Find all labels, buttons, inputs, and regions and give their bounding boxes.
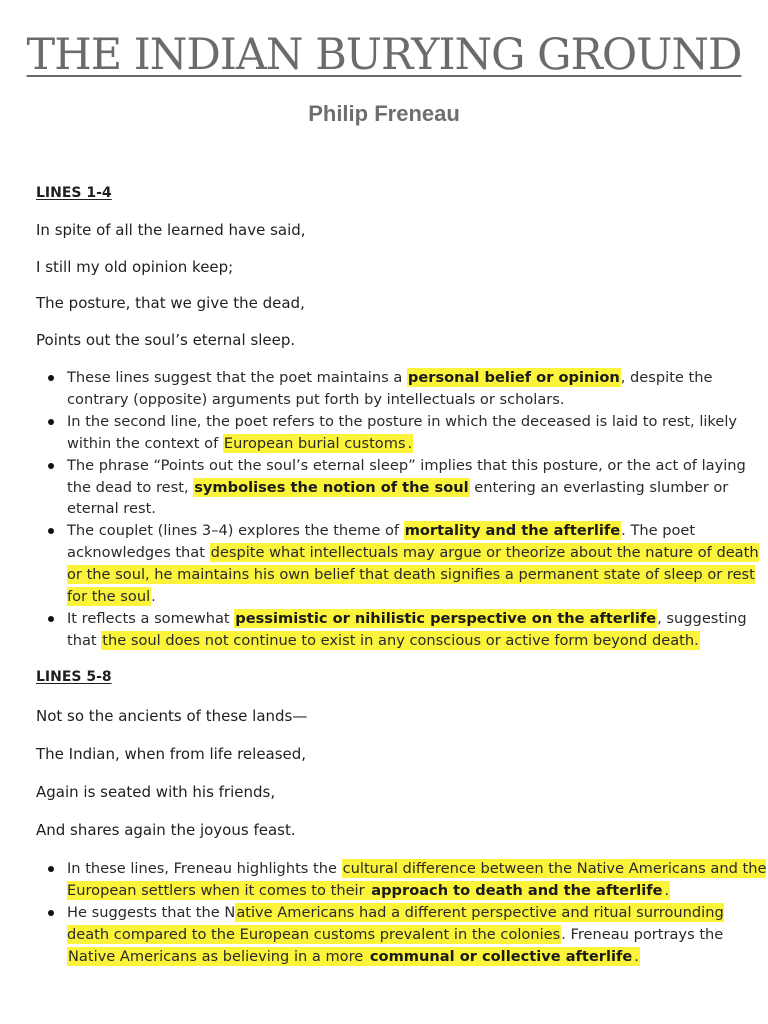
section-heading-lines-1-4: LINES 1-4 bbox=[36, 185, 112, 201]
analysis-item bbox=[67, 367, 767, 411]
note-text: entering an everlasting slumber or eternal rest. bbox=[67, 478, 729, 518]
note-text: He suggests that the N bbox=[67, 903, 236, 921]
analysis-item bbox=[67, 520, 767, 608]
highlight: . bbox=[634, 947, 639, 965]
highlight: the soul does not continue to exist in any conscious or active form beyond death. bbox=[102, 631, 699, 649]
note-text: In these lines, Freneau highlights the bbox=[67, 860, 342, 877]
page-title: THE INDIAN BURYING GROUND bbox=[26, 30, 742, 80]
highlight: despite what intellectuals may argue or theorize about the nature of death or the soul, he maintains his own belief that death signifies a permanent state of sleep or rest for the soul bbox=[67, 544, 759, 606]
note-text: , despite the contrary (opposite) arguments put forth by intellectuals or scholars. bbox=[67, 369, 713, 408]
note-text: It reflects a somewhat bbox=[67, 609, 235, 627]
highlight-bold: approach to death and the afterlife bbox=[371, 881, 663, 899]
section-heading-lines-5-8: LINES 5-8 bbox=[36, 669, 112, 685]
highlight: . bbox=[407, 434, 413, 452]
verse-line-6: The Indian, when from life released, bbox=[36, 745, 307, 763]
highlight-bold: communal or collective afterlife bbox=[369, 947, 633, 965]
analysis-item bbox=[67, 455, 767, 521]
author-name: Philip Freneau bbox=[308, 101, 460, 126]
analysis-item bbox=[67, 411, 767, 455]
verse-line-5: Not so the ancients of these lands— bbox=[36, 707, 308, 725]
analysis-item bbox=[67, 608, 767, 652]
highlight-bold: pessimistic or nihilistic perspective on the afterlife bbox=[235, 609, 657, 627]
verse-line-4: Points out the soul’s eternal sleep. bbox=[36, 331, 296, 349]
highlight-bold: personal belief or opinion bbox=[407, 369, 620, 386]
analysis-list-1 bbox=[36, 367, 767, 652]
note-text: These lines suggest that the poet maintains a bbox=[67, 369, 407, 386]
analysis-item bbox=[67, 902, 767, 968]
verse-line-8: And shares again the joyous feast. bbox=[36, 821, 296, 839]
highlight-bold: symbolises the notion of the soul bbox=[194, 478, 469, 496]
note-text: The couplet (lines 3–4) explores the theme of bbox=[67, 522, 404, 540]
verse-line-2: I still my old opinion keep; bbox=[36, 258, 234, 276]
note-text: In the second line, the poet refers to the posture in which the deceased is laid to rest, likely within the context of bbox=[67, 412, 738, 452]
highlight: ative Americans had a different perspective and ritual surrounding death compared to the European customs prevalent in the colonies bbox=[67, 903, 724, 943]
highlight: . bbox=[664, 881, 670, 899]
analysis-list-2 bbox=[36, 858, 767, 968]
analysis-item bbox=[67, 858, 767, 902]
note-text: . Freneau portrays the bbox=[561, 925, 724, 943]
verse-line-7: Again is seated with his friends, bbox=[36, 783, 276, 801]
highlight: Native Americans as believing in a more bbox=[68, 947, 368, 965]
verse-line-1: In spite of all the learned have said, bbox=[36, 221, 306, 239]
highlight-bold: mortality and the afterlife bbox=[404, 522, 621, 540]
note-text: . bbox=[151, 588, 156, 606]
highlight: cultural difference between the Native Americans and the European settlers when it comes to their bbox=[67, 860, 767, 899]
note-text: The phrase “Points out the soul’s eternal sleep” implies that this posture, or the act of laying the dead to rest, bbox=[67, 456, 746, 496]
note-text: . The poet acknowledges that bbox=[67, 522, 696, 562]
verse-line-3: The posture, that we give the dead, bbox=[36, 294, 305, 312]
note-text: , suggesting that bbox=[67, 609, 747, 649]
highlight: European burial customs bbox=[223, 434, 406, 452]
